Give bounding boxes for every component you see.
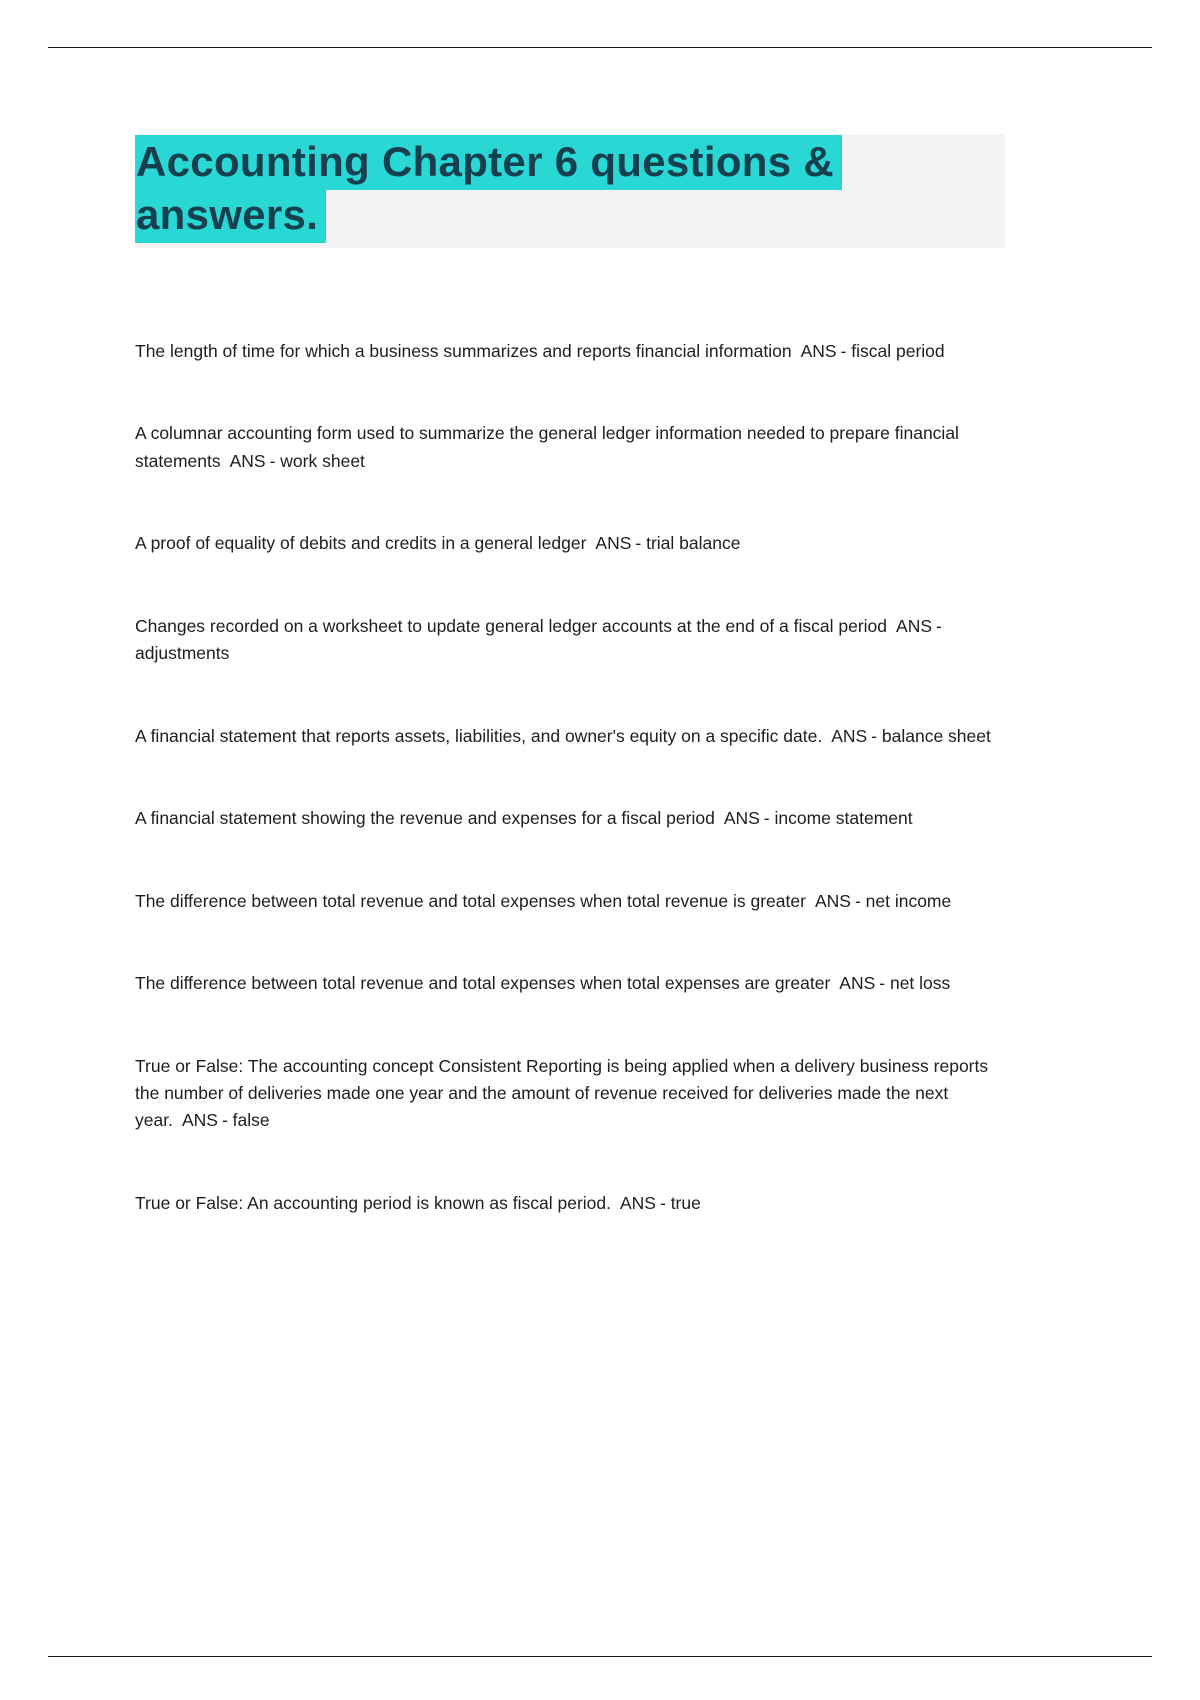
title-block	[135, 134, 1005, 248]
question-text: True or False: An accounting period is known as fiscal period.	[135, 1192, 611, 1213]
question-text: The difference between total revenue and total expenses when total expenses are greater	[135, 973, 831, 994]
ans-label: ANS	[839, 973, 876, 994]
bottom-divider	[48, 1656, 1152, 1657]
ans-label: ANS	[620, 1192, 656, 1213]
page-content	[135, 134, 1065, 1217]
ans-label: ANS	[814, 890, 851, 911]
question-text: The length of time for which a business summarizes and reports financial information	[135, 340, 792, 361]
qa-item	[135, 805, 1007, 832]
question-text: A financial statement that reports assets, liabilities, and owner's equity on a specific date.	[135, 725, 823, 746]
qa-item	[135, 970, 1007, 997]
ans-label: ANS	[595, 533, 632, 554]
answer-text: - trial balance	[635, 533, 740, 553]
answer-text: - income statement	[764, 808, 913, 828]
qa-item	[135, 338, 1007, 365]
ans-label: ANS	[181, 1110, 218, 1131]
ans-label: ANS	[896, 615, 933, 636]
question-text: A financial statement showing the revenue and expenses for a fiscal period	[135, 808, 715, 829]
qa-item	[135, 1190, 1007, 1217]
question-text: True or False: The accounting concept Consistent Reporting is being applied when a delivery business reports the number of deliveries made one year and the amount of revenue received for deliveries made the next year.	[135, 1055, 989, 1131]
answer-text: - fiscal period	[841, 341, 945, 361]
answer-text: - work sheet	[270, 451, 365, 471]
title-line-1: Accounting Chapter 6 questions &	[135, 135, 842, 190]
question-text: The difference between total revenue and total expenses when total revenue is greater	[135, 890, 806, 911]
qa-item	[135, 723, 1007, 750]
answer-text: - adjustments	[135, 616, 942, 663]
qa-list	[135, 338, 1007, 1218]
ans-label: ANS	[800, 340, 837, 361]
question-text: A proof of equality of debits and credits in a general ledger	[135, 533, 587, 554]
top-divider	[48, 47, 1152, 48]
question-text: A columnar accounting form used to summarize the general ledger information needed to prepare financial statements	[135, 423, 959, 471]
answer-text: - net income	[855, 891, 951, 911]
ans-label: ANS	[831, 725, 868, 746]
qa-item	[135, 888, 1007, 915]
qa-item	[135, 530, 1007, 557]
title-line-2: answers.	[135, 188, 326, 243]
answer-text: - balance sheet	[871, 726, 991, 746]
answer-text: - net loss	[879, 973, 950, 993]
answer-text: - true	[660, 1193, 701, 1213]
ans-label: ANS	[723, 808, 760, 829]
qa-item	[135, 613, 1007, 668]
ans-label: ANS	[229, 450, 266, 471]
qa-item	[135, 1053, 1007, 1135]
page-title	[135, 136, 1005, 242]
qa-item	[135, 420, 1007, 475]
answer-text: - false	[222, 1110, 270, 1130]
question-text: Changes recorded on a worksheet to update general ledger accounts at the end of a fiscal period	[135, 615, 888, 636]
